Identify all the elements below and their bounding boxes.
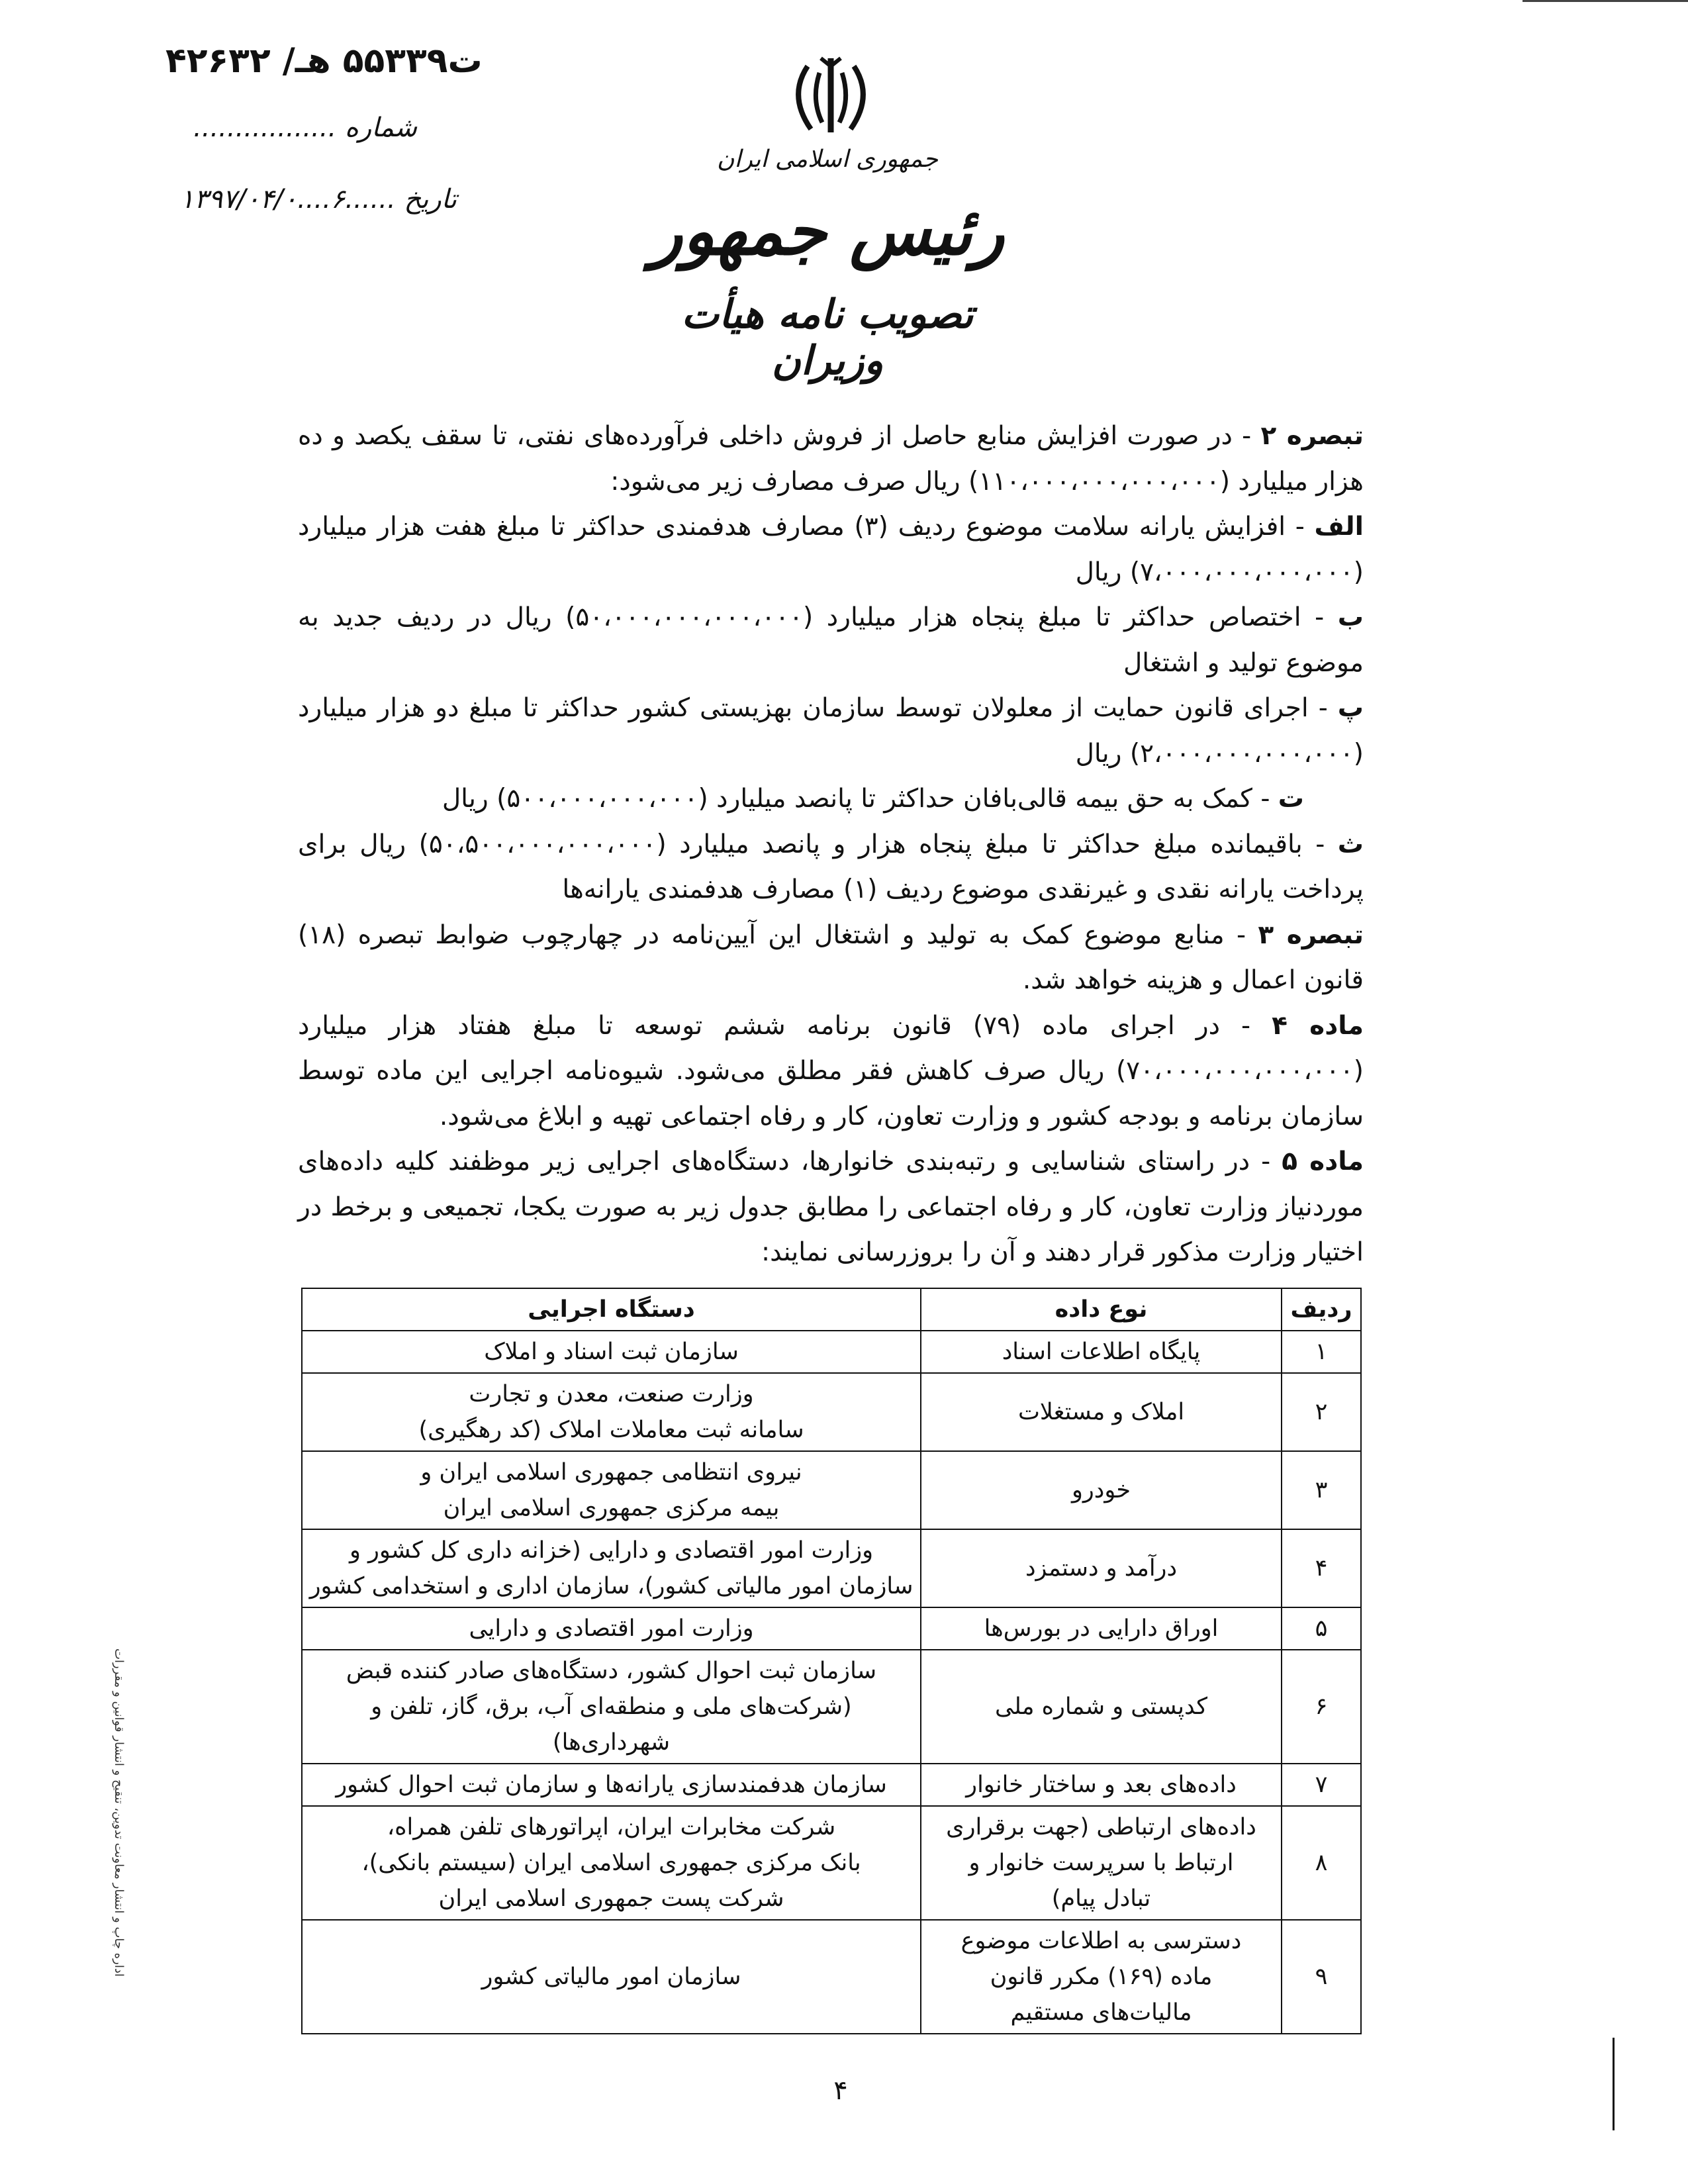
- agency-line: وزارت امور اقتصادی و دارایی (خزانه داری کل کشور و: [349, 1537, 874, 1564]
- agency-line: بیمه مرکزی جمهوری اسلامی ایران: [443, 1495, 780, 1521]
- item-be-text: - اختصاص حداکثر تا مبلغ پنجاه هزار میلیارد (۵۰،۰۰۰،۰۰۰،۰۰۰،۰۰۰) ریال در ردیف جدید به موضوع تولید و اشتغال: [298, 602, 1364, 678]
- row-number: ۵: [1282, 1607, 1361, 1650]
- table-row: [302, 1920, 1361, 2034]
- item-alef-title: الف: [1314, 512, 1364, 542]
- agency-cell: [302, 1607, 921, 1650]
- table-row: [302, 1806, 1361, 1920]
- agency-line: سازمان امور مالیاتی کشور)، سازمان اداری و استخدامی کشور: [309, 1573, 914, 1599]
- data-type-cell: [921, 1451, 1282, 1529]
- row-number: ۷: [1282, 1764, 1361, 1806]
- agency-cell: [302, 1920, 921, 2034]
- reference-number: ۴۲۶۳۲ /ت۵۵۳۳۹ هـ: [165, 41, 483, 81]
- agency-cell: [302, 1764, 921, 1806]
- paragraph-note-2: [298, 414, 1364, 504]
- agency-line: شرکت پست جمهوری اسلامی ایران: [438, 1885, 784, 1912]
- agency-line: بانک مرکزی جمهوری اسلامی ایران (سیستم بانکی)،: [361, 1850, 861, 1876]
- data-type-line: املاک و مستغلات: [1017, 1399, 1185, 1425]
- data-type-cell: [921, 1529, 1282, 1607]
- item-te-title: ت: [1278, 784, 1304, 814]
- agency-line: سازمان ثبت احوال کشور، دستگاه‌های صادر کننده قبض: [346, 1658, 877, 1684]
- row-number: ۲: [1282, 1373, 1361, 1451]
- data-type-line: اوراق دارایی در بورس‌ها: [984, 1615, 1219, 1642]
- agency-cell: [302, 1806, 921, 1920]
- note-3-title: تبصره ۳: [1258, 920, 1364, 950]
- header-agency: دستگاه اجرایی: [302, 1288, 921, 1331]
- agency-line: سازمان هدفمندسازی یارانه‌ها و سازمان ثبت احوال کشور: [336, 1772, 887, 1798]
- data-type-line: درآمد و دستمزد: [1025, 1555, 1178, 1582]
- row-number: ۱: [1282, 1331, 1361, 1373]
- paragraph-article-5: [298, 1139, 1364, 1276]
- header-data-type: نوع داده: [921, 1288, 1282, 1331]
- top-edge-line: [1523, 0, 1688, 2]
- data-type-cell: [921, 1607, 1282, 1650]
- data-type-line: ارتباط با سرپرست خانوار و: [968, 1850, 1234, 1876]
- agency-line: (شرکت‌های ملی و منطقه‌ای آب، برق، گاز، تلفن و شهرداری‌ها): [371, 1693, 852, 1756]
- side-note: اداره چاپ و انتشار معاونت تدوین، تنقیح و انتشار قوانین و مقررات: [112, 1648, 126, 1977]
- data-type-line: خودرو: [1071, 1477, 1131, 1503]
- paragraph-alef: [298, 504, 1364, 595]
- paragraph-te: [298, 777, 1364, 822]
- office-title: رئیس جمهور: [650, 192, 1005, 270]
- paragraph-se: [298, 822, 1364, 913]
- data-type-line: پایگاه اطلاعات اسناد: [1002, 1339, 1201, 1365]
- article-5-title: ماده ۵: [1282, 1147, 1364, 1176]
- row-number: ۸: [1282, 1806, 1361, 1920]
- data-type-cell: [921, 1806, 1282, 1920]
- note-2-title: تبصره ۲: [1260, 421, 1364, 451]
- data-type-line: تبادل پیام): [1051, 1885, 1151, 1912]
- page-number: ۴: [833, 2075, 848, 2106]
- data-type-line: ماده (۱۶۹) مکرر قانون: [990, 1964, 1213, 1990]
- item-alef-text: - افزایش یارانه سلامت موضوع ردیف (۳) مصارف هدفمندی حداکثر تا مبلغ هفت هزار میلیارد (۷،۰۰۰،۰۰۰،۰۰۰،۰۰۰) ریال: [298, 512, 1364, 587]
- country-name: جمهوری اسلامی ایران: [717, 146, 938, 173]
- data-type-cell: [921, 1764, 1282, 1806]
- table-row: [302, 1650, 1361, 1764]
- decree-body: [298, 414, 1364, 1276]
- agency-cell: [302, 1331, 921, 1373]
- agency-line: نیروی انتظامی جمهوری اسلامی ایران و: [420, 1459, 802, 1486]
- data-type-line: داده‌های ارتباطی (جهت برقراری: [946, 1814, 1256, 1840]
- table-row: [302, 1607, 1361, 1650]
- table-row: [302, 1451, 1361, 1529]
- paragraph-note-3: [298, 913, 1364, 1004]
- data-type-line: مالیات‌های مستقیم: [1010, 1999, 1192, 2026]
- article-5-text: - در راستای شناسایی و رتبه‌بندی خانوارها، دستگاه‌های اجرایی زیر موظفند کلیه داده‌های موردنیاز وزارت تعاون، کار و رفاه اجتماعی را مطابق جدول زیر به صورت یکجا، تجمیعی و برخط در اختیار وزارت مذکور قرار دهند و آن را بروزرسانی نمایند:: [298, 1147, 1364, 1267]
- table-row: [302, 1529, 1361, 1607]
- document-type: تصویب نامه هیأت وزیران: [681, 291, 974, 384]
- paragraph-be: [298, 595, 1364, 686]
- margin-line: [1613, 2038, 1615, 2130]
- data-type-cell: [921, 1331, 1282, 1373]
- agency-cell: [302, 1373, 921, 1451]
- paragraph-pe: [298, 686, 1364, 777]
- agency-cell: [302, 1451, 921, 1529]
- data-type-cell: [921, 1650, 1282, 1764]
- note-3-text: - منابع موضوع کمک به تولید و اشتغال این آیین‌نامه در چهارچوب ضوابط تبصره (۱۸) قانون اعمال و هزینه خواهد شد.: [298, 920, 1364, 995]
- agency-line: وزارت امور اقتصادی و دارایی: [469, 1615, 754, 1642]
- paragraph-article-4: [298, 1004, 1364, 1140]
- national-emblem-icon: [781, 53, 880, 139]
- agency-cell: [302, 1650, 921, 1764]
- agency-cell: [302, 1529, 921, 1607]
- data-type-line: دسترسی به اطلاعات موضوع: [961, 1928, 1242, 1954]
- item-se-title: ث: [1337, 829, 1364, 859]
- agency-line: سازمان ثبت اسناد و املاک: [484, 1339, 739, 1365]
- date-field: تاریخ ......۶....۱۳۹۷/۰۴/۰: [179, 184, 457, 214]
- table-row: [302, 1764, 1361, 1806]
- article-4-text: - در اجرای ماده (۷۹) قانون برنامه ششم توسعه تا مبلغ هفتاد هزار میلیارد (۷۰،۰۰۰،۰۰۰،۰۰۰،۰۰۰) ریال صرف کاهش فقر مطلق می‌شود. شیوه‌نامه اجرایی این ماده توسط سازمان برنامه و بودجه کشور و وزارت تعاون، کار و رفاه اجتماعی تهیه و ابلاغ می‌شود.: [298, 1010, 1364, 1131]
- number-field: شماره .................: [193, 113, 417, 143]
- item-se-text: - باقیمانده مبلغ حداکثر تا مبلغ پنجاه هزار و پانصد میلیارد (۵۰،۵۰۰،۰۰۰،۰۰۰،۰۰۰) ریال برای پرداخت یارانه نقدی و غیرنقدی موضوع ردیف (۱) مصارف هدفمندی یارانه‌ها: [298, 829, 1364, 904]
- agency-line: شرکت مخابرات ایران، اپراتورهای تلفن همراه،: [387, 1814, 836, 1840]
- data-type-cell: [921, 1373, 1282, 1451]
- agency-line: سامانه ثبت معاملات املاک (کد رهگیری): [418, 1417, 804, 1443]
- data-type-line: داده‌های بعد و ساختار خانوار: [966, 1772, 1237, 1798]
- item-te-text: - کمک به حق بیمه قالی‌بافان حداکثر تا پانصد میلیارد (۵۰۰،۰۰۰،۰۰۰،۰۰۰) ریال: [442, 784, 1278, 814]
- table-header-row: [302, 1288, 1361, 1331]
- item-pe-title: پ: [1337, 693, 1364, 723]
- table-row: [302, 1331, 1361, 1373]
- data-type-line: کدپستی و شماره ملی: [995, 1693, 1207, 1720]
- article-4-title: ماده ۴: [1272, 1010, 1364, 1041]
- item-pe-text: - اجرای قانون حمایت از معلولان توسط سازمان بهزیستی کشور حداکثر تا مبلغ دو هزار میلیارد (۲،۰۰۰،۰۰۰،۰۰۰،۰۰۰) ریال: [298, 693, 1364, 769]
- data-type-cell: [921, 1920, 1282, 2034]
- note-2-text: - در صورت افزایش منابع حاصل از فروش داخلی فرآورده‌های نفتی، تا سقف یکصد و ده هزار میلیارد (۱۱۰،۰۰۰،۰۰۰،۰۰۰،۰۰۰) ریال صرف مصارف زیر می‌شود:: [298, 421, 1364, 497]
- row-number: ۴: [1282, 1529, 1361, 1607]
- row-number: ۳: [1282, 1451, 1361, 1529]
- row-number: ۶: [1282, 1650, 1361, 1764]
- agency-line: وزارت صنعت، معدن و تجارت: [469, 1381, 754, 1407]
- data-table: [301, 1288, 1362, 2034]
- row-number: ۹: [1282, 1920, 1361, 2034]
- table-row: [302, 1373, 1361, 1451]
- agency-line: سازمان امور مالیاتی کشور: [481, 1964, 741, 1990]
- item-be-title: ب: [1337, 602, 1364, 632]
- header-row-number: ردیف: [1282, 1288, 1361, 1331]
